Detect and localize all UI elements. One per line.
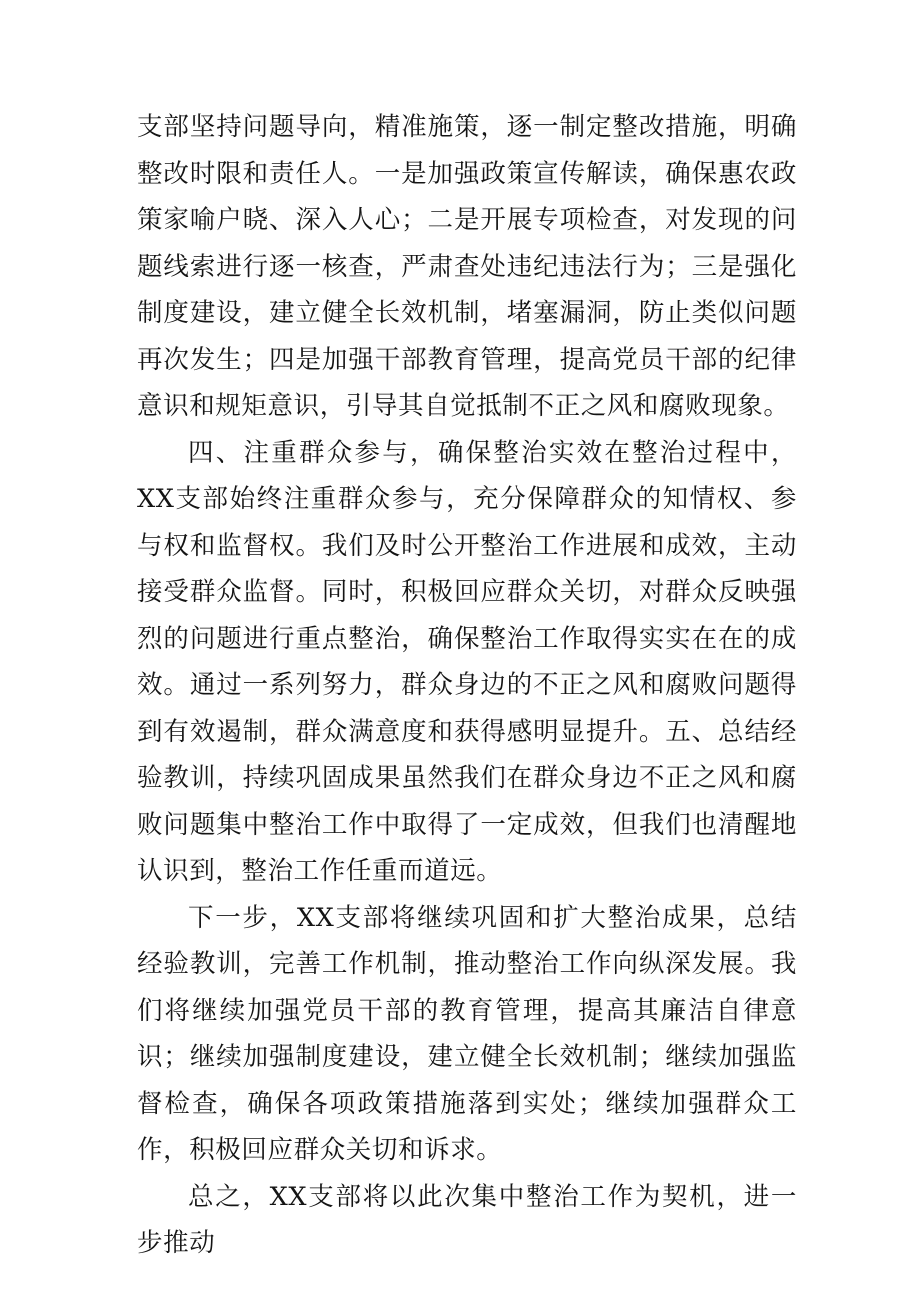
paragraph-3: 下一步，XX支部将继续巩固和扩大整治成果，总结经验教训，完善工作机制，推动整治工作向纵深发展。我们将继续加强党员干部的教育管理，提高其廉洁自律意识；继续加强制度建设，建立健全长效机制；继续加强监督检查，确保各项政策措施落到实处；继续加强群众工作，积极回应群众关切和诉求。 [137,902,797,1165]
paragraph-4: 总之，XX支部将以此次集中整治工作为契机，进一步推动 [137,1181,797,1258]
document-body [137,104,797,1267]
paragraph-1: 支部坚持问题导向，精准施策，逐一制定整改措施，明确整改时限和责任人。一是加强政策宣传解读，确保惠农政策家喻户晓、深入人心；二是开展专项检查，对发现的问题线索进行逐一核查，严肃查处违纪违法行为；三是强化制度建设，建立健全长效机制，堵塞漏洞，防止类似问题再次发生；四是加强干部教育管理，提高党员干部的纪律意识和规矩意识，引导其自觉抵制不正之风和腐败现象。 [137,112,797,421]
paragraph-2: 四、注重群众参与，确保整治实效在整治过程中，XX支部始终注重群众参与，充分保障群众的知情权、参与权和监督权。我们及时公开整治工作进展和成效，主动接受群众监督。同时，积极回应群众关切，对群众反映强烈的问题进行重点整治，确保整治工作取得实实在在的成效。通过一系列努力，群众身边的不正之风和腐败问题得到有效遏制，群众满意度和获得感明显提升。五、总结经验教训，持续巩固成果虽然我们在群众身边不正之风和腐败问题集中整治工作中取得了一定成效，但我们也清醒地认识到，整治工作任重而道远。 [137,437,797,886]
